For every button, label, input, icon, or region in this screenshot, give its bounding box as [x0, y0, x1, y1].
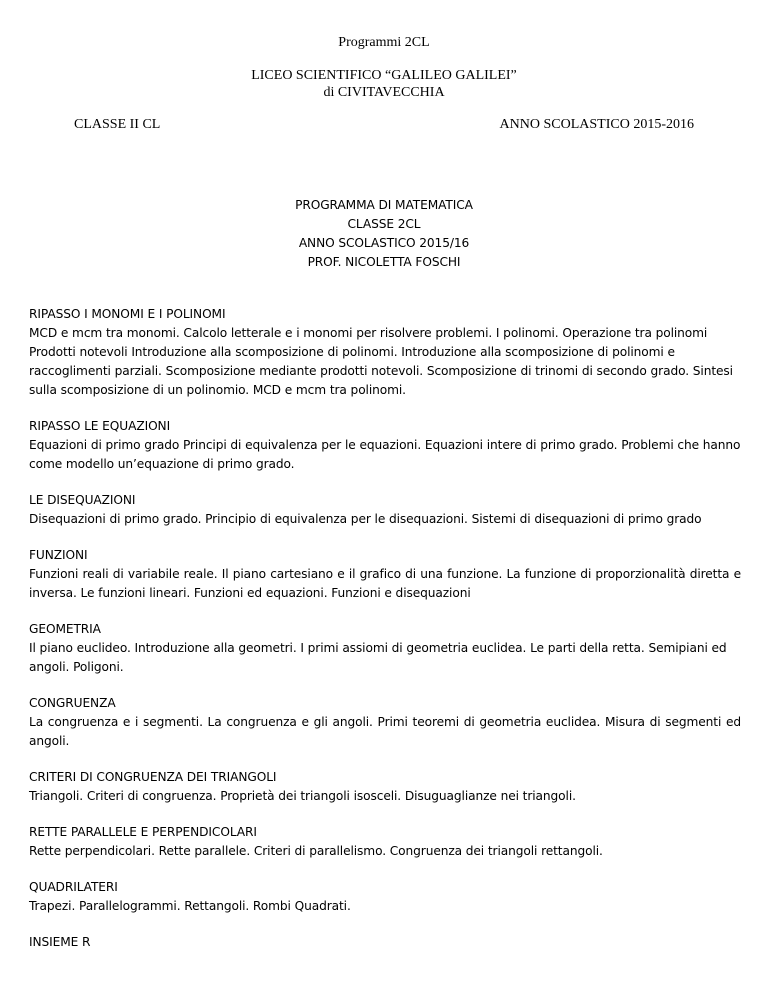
section-body: Trapezi. Parallelogrammi. Rettangoli. Rombi Quadrati. [29, 899, 351, 913]
school-year-label: ANNO SCOLASTICO 2015-2016 [499, 117, 694, 132]
section-monomi-polinomi [29, 305, 741, 400]
section-insieme-r [29, 933, 741, 952]
section-title: INSIEME R [29, 935, 91, 949]
section-criteri-congruenza [29, 768, 741, 806]
program-title: PROGRAMMA DI MATEMATICA [295, 198, 473, 212]
section-rette [29, 823, 741, 861]
section-equazioni [29, 417, 741, 474]
section-body: Rette perpendicolari. Rette parallele. Criteri di parallelismo. Congruenza dei triangoli rettangoli. [29, 844, 603, 858]
school-name-line2: di CIVITAVECCHIA [323, 85, 445, 100]
section-congruenza [29, 694, 741, 751]
section-title: LE DISEQUAZIONI [29, 493, 136, 507]
section-title: CRITERI DI CONGRUENZA DEI TRIANGOLI [29, 770, 277, 784]
document-header: Programmi 2CL [338, 35, 430, 50]
section-body: Funzioni reali di variabile reale. Il piano cartesiano e il grafico di una funzione. La funzione di proporzionalità diretta e inversa. Le funzioni lineari. Funzioni ed equazioni. Funzioni e disequazioni [29, 567, 741, 600]
program-heading [0, 196, 768, 272]
section-title: FUNZIONI [29, 548, 88, 562]
school-name-line1: LICEO SCIENTIFICO “GALILEO GALILEI” [251, 68, 517, 83]
section-disequazioni [29, 491, 741, 529]
section-body: MCD e mcm tra monomi. Calcolo letterale e i monomi per risolvere problemi. I polinomi. Operazione tra polinomi Prodotti notevoli Introduzione alla scomposizione di polinomi. Introduzione alla scomposizione di polinomi e raccoglimenti parziali. Scomposizione mediante prodotti notevoli. Scomposizione di trinomi di secondo grado. Sintesi sulla scomposizione di un polinomio. MCD e mcm tra polinomi. [29, 326, 733, 397]
section-body: Il piano euclideo. Introduzione alla geometri. I primi assiomi di geometria euclidea. Le parti della retta. Semipiani ed angoli. Poligoni. [29, 641, 727, 674]
section-body: Triangoli. Criteri di congruenza. Proprietà dei triangoli isosceli. Disuguaglianze nei triangoli. [29, 789, 576, 803]
section-title: RIPASSO LE EQUAZIONI [29, 419, 171, 433]
section-quadrilateri [29, 878, 741, 916]
section-title: CONGRUENZA [29, 696, 116, 710]
school-name [0, 67, 768, 101]
class-label: CLASSE II CL [74, 117, 161, 132]
program-year: ANNO SCOLASTICO 2015/16 [298, 236, 470, 250]
section-funzioni [29, 546, 741, 603]
section-body: La congruenza e i segmenti. La congruenza e gli angoli. Primi teoremi di geometria euclidea. Misura di segmenti ed angoli. [29, 715, 741, 748]
program-teacher: PROF. NICOLETTA FOSCHI [307, 255, 461, 269]
section-title: QUADRILATERI [29, 880, 118, 894]
section-body: Equazioni di primo grado Principi di equivalenza per le equazioni. Equazioni intere di primo grado. Problemi che hanno come modello un’equazione di primo grado. [29, 438, 741, 471]
section-title: RETTE PARALLELE E PERPENDICOLARI [29, 825, 257, 839]
program-sections [29, 305, 741, 969]
section-geometria [29, 620, 741, 677]
section-body: Disequazioni di primo grado. Principio di equivalenza per le disequazioni. Sistemi di disequazioni di primo grado [29, 512, 702, 526]
section-title: GEOMETRIA [29, 622, 101, 636]
section-title: RIPASSO I MONOMI E I POLINOMI [29, 307, 226, 321]
program-class: CLASSE 2CL [347, 217, 421, 231]
